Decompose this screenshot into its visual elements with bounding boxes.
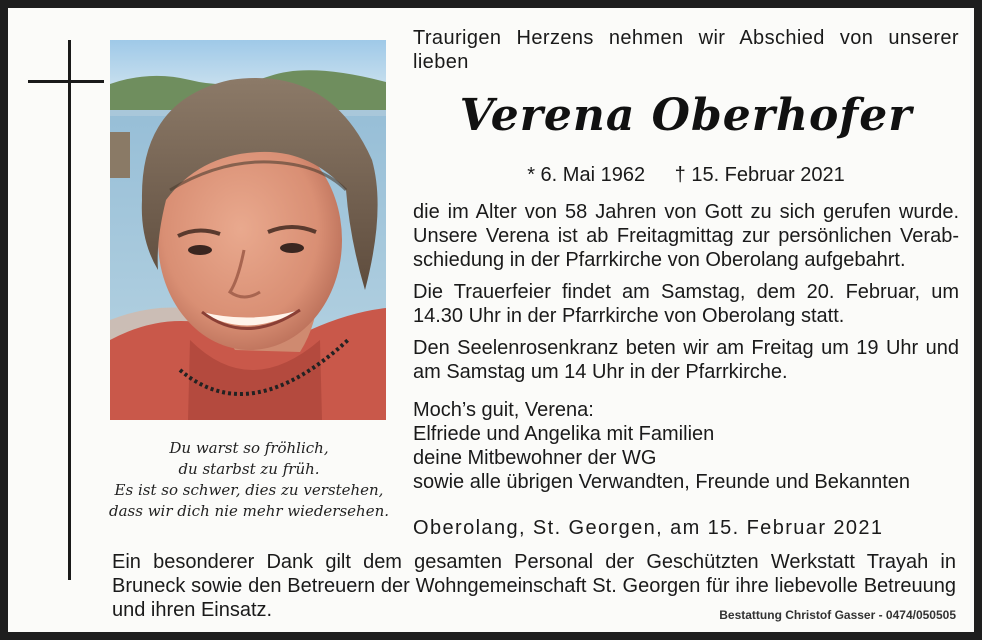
quote-line: Du warst so fröhlich,	[169, 439, 329, 457]
mourners-line: Elfriede und Angelika mit Familien	[413, 423, 715, 445]
mourners-line: Moch’s guit, Verena:	[413, 399, 594, 421]
mourners-line: deine Mitbewohner der WG	[413, 447, 657, 469]
paragraph-rosary: Den Seelenrosenkranz beten wir am Freitag um 19 Uhr und am Samstag um 14 Uhr in der Pfarrkirche.	[413, 337, 959, 383]
life-dates	[408, 162, 964, 188]
memorial-quote	[104, 438, 394, 522]
thanks-paragraph: Ein besonderer Dank gilt dem gesamten Personal der Geschützten Werkstatt Trayah in Bruneck sowie den Betreuern der Wohngemeinschaft St. Georgen für ihre liebevolle Betreuung und ihren Einsatz.	[112, 551, 956, 621]
quote-line: dass wir dich nie mehr wiedersehen.	[108, 502, 390, 520]
paragraph-funeral-service: Die Trauerfeier findet am Samstag, dem 20. Februar, um 14.30 Uhr in der Pfarrkirche von Oberolang statt.	[413, 281, 959, 327]
quote-line: du starbst zu früh.	[178, 460, 320, 478]
obituary-notice	[8, 8, 974, 632]
deceased-name: Verena Oberhofer	[459, 90, 913, 141]
death-date: † 15. Februar 2021	[674, 164, 845, 186]
mourners-list	[413, 398, 959, 494]
funeral-home-credit: Bestattung Christof Gasser - 0474/050505	[719, 608, 956, 622]
intro-text: Traurigen Herzens nehmen wir Abschied von unserer lieben	[413, 27, 959, 73]
portrait-photo	[110, 40, 386, 420]
mourners-line: sowie alle übrigen Verwandten, Freunde und Bekannten	[413, 471, 911, 493]
quote-line: Es ist so schwer, dies zu verstehen,	[114, 481, 384, 499]
birth-date: * 6. Mai 1962	[527, 164, 646, 186]
place-and-date: Oberolang, St. Georgen, am 15. Februar 2021	[413, 517, 884, 539]
paragraph-announcement: die im Alter von 58 Jahren von Gott zu sich gerufen wurde. Unsere Verena ist ab Freitagmittag zur persönlichen Verabschiedung in der Pfarrkirche von Oberolang aufgebahrt.	[413, 201, 959, 271]
